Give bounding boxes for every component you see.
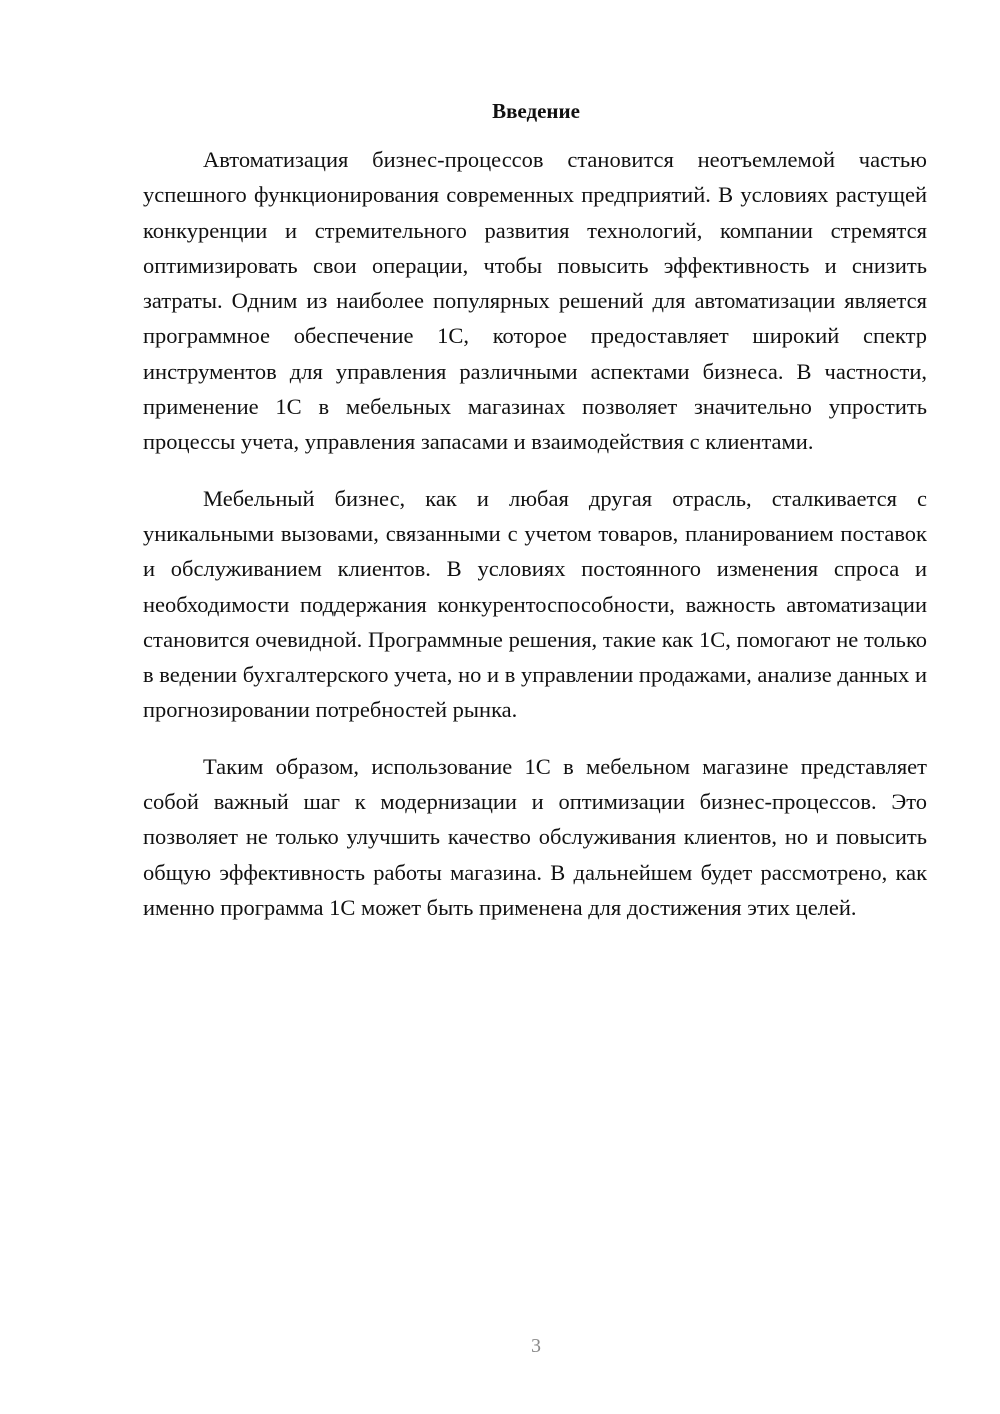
body-text (143, 142, 927, 946)
paragraph-2: Мебельный бизнес, как и любая другая отрасль, сталкивается с уникальными вызовами, связанными с учетом товаров, планированием поставок и обслуживанием клиентов. В условиях постоянного изменения спроса и необходимости поддержания конкурентоспособности, важность автоматизации становится очевидной. Программные решения, такие как 1С, помогают не только в ведении бухгалтерского учета, но и в управлении продажами, анализе данных и прогнозировании потребностей рынка. (143, 485, 927, 723)
paragraph-1: Автоматизация бизнес-процессов становится неотъемлемой частью успешного функционирования современных предприятий. В условиях растущей конкуренции и стремительного развития технологий, компании стремятся оптимизировать свои операции, чтобы повысить эффективность и снизить затраты. Одним из наиболее популярных решений для автоматизации является программное обеспечение 1С, которое предоставляет широкий спектр инструментов для управления различными аспектами бизнеса. В частности, применение 1С в мебельных магазинах позволяет значительно упростить процессы учета, управления запасами и взаимодействия с клиентами. (143, 147, 927, 455)
section-heading: Введение (492, 99, 580, 123)
page-number: 3 (531, 1335, 541, 1357)
paragraph-3: Таким образом, использование 1С в мебельном магазине представляет собой важный шаг к модернизации и оптимизации бизнес-процессов. Это позволяет не только улучшить качество обслуживания клиентов, но и повысить общую эффективность работы магазина. В дальнейшем будет рассмотрено, как именно программа 1С может быть применена для достижения этих целей. (143, 753, 927, 920)
